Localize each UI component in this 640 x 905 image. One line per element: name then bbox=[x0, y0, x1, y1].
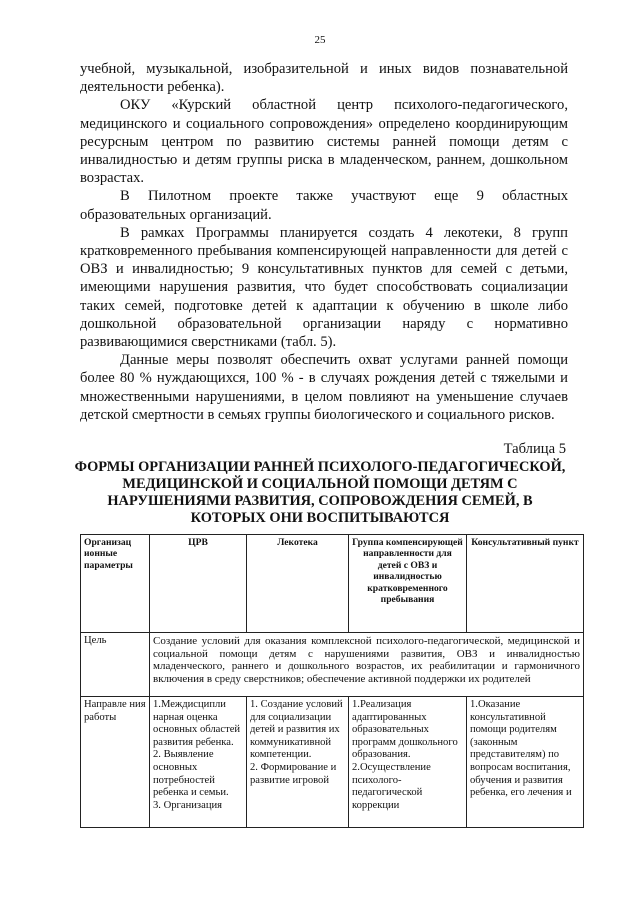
directions-crv bbox=[150, 697, 247, 828]
consult-item-1: 1.Оказание консультативной помощи родителям (законным представителям) по вопросам воспитания, обучения и развития ребенка, его лечения и bbox=[470, 699, 572, 799]
paragraph-5: Данные меры позволят обеспечить охват услугами ранней помощи более 80 % нуждающихся, 100 % - в случаях рождения детей с тяжелыми и множественными нарушениями, в целом повлияют на уменьшение случаев детской смертности в семьях группы биологического и социального рисков. bbox=[80, 352, 568, 423]
header-crv: ЦРВ bbox=[150, 535, 247, 633]
crv-item-3: 3. Организация bbox=[153, 799, 223, 811]
header-consult: Консультативный пункт bbox=[467, 535, 584, 633]
table-caption: Таблица 5 bbox=[503, 441, 566, 457]
forms-table bbox=[80, 534, 584, 828]
paragraph-1: учебной, музыкальной, изобразительной и иных видов познавательной деятельности ребенка). bbox=[80, 61, 568, 96]
table-header-row bbox=[81, 535, 584, 633]
crv-item-1: 1.Междисципли нарная оценка основных областей развития ребенка. bbox=[153, 699, 241, 748]
group-item-2: 2.Осуществление психолого-педагогической коррекции bbox=[352, 761, 431, 811]
goal-text: Создание условий для оказания комплексной психолого-педагогической, медицинской и социальной помощи детям с нарушениями развития, ОВЗ и инвалидностью младенческого, раннего и дошкольного возрастов, их реабилитации и гармоничного включения в среду сверстников; обеспечение активной поддержки их родителей bbox=[150, 633, 584, 697]
lekoteka-item-2: 2. Формирование и развитие игровой bbox=[250, 761, 337, 786]
header-parameters: Организац ионные параметры bbox=[81, 535, 150, 633]
header-group: Группа компенсирующей направленности для детей с ОВЗ и инвалидностью кратковременного пребывания bbox=[349, 535, 467, 633]
paragraph-2: ОКУ «Курский областной центр психолого-педагогического, медицинского и социального сопровождения» определено координирующим ресурсным центром по развитию системы ранней помощи детям с инвалидностью и детям группы риска в младенческом, раннем, дошкольном возрастах. bbox=[80, 97, 568, 187]
goal-label: Цель bbox=[81, 633, 150, 697]
table-row-directions bbox=[81, 697, 584, 828]
table-title: ФОРМЫ ОРГАНИЗАЦИИ РАННЕЙ ПСИХОЛОГО-ПЕДАГОГИЧЕСКОЙ, МЕДИЦИНСКОЙ И СОЦИАЛЬНОЙ ПОМОЩИ ДЕТЯМ С НАРУШЕНИЯМИ РАЗВИТИЯ, СОПРОВОЖДЕНИЯ СЕМЕЙ, В КОТОРЫХ ОНИ ВОСПИТЫВАЮТСЯ bbox=[74, 459, 566, 526]
table-row-goal bbox=[81, 633, 584, 697]
directions-lekoteka bbox=[247, 697, 349, 828]
header-lekoteka: Лекотека bbox=[247, 535, 349, 633]
page-number: 25 bbox=[314, 34, 326, 46]
paragraph-4: В рамках Программы планируется создать 4 лекотеки, 8 групп кратковременного пребывания компенсирующей направленности для детей с ОВЗ и инвалидностью; 9 консультативных пунктов для семей с детьми, имеющими нарушения развития, что будет способствовать социализации таких семей, подготовке детей к адаптации к обучению в школе либо дошкольной образовательной организации наряду с нормативно развивающимися сверстниками (табл. 5). bbox=[80, 224, 568, 351]
directions-consult bbox=[467, 697, 584, 828]
body-text bbox=[80, 60, 568, 424]
paragraph-3: В Пилотном проекте также участвуют еще 9 областных образовательных организаций. bbox=[80, 188, 568, 223]
crv-item-2: 2. Выявление основных потребностей ребенка и семьи. bbox=[153, 749, 229, 799]
directions-group bbox=[349, 697, 467, 828]
group-item-1: 1.Реализация адаптированных образовательных программ дошкольного образования. bbox=[352, 699, 458, 761]
directions-label: Направле ния работы bbox=[81, 697, 150, 828]
lekoteka-item-1: 1. Создание условий для социализации детей и развития их коммуникативной компетенции. bbox=[250, 699, 343, 761]
